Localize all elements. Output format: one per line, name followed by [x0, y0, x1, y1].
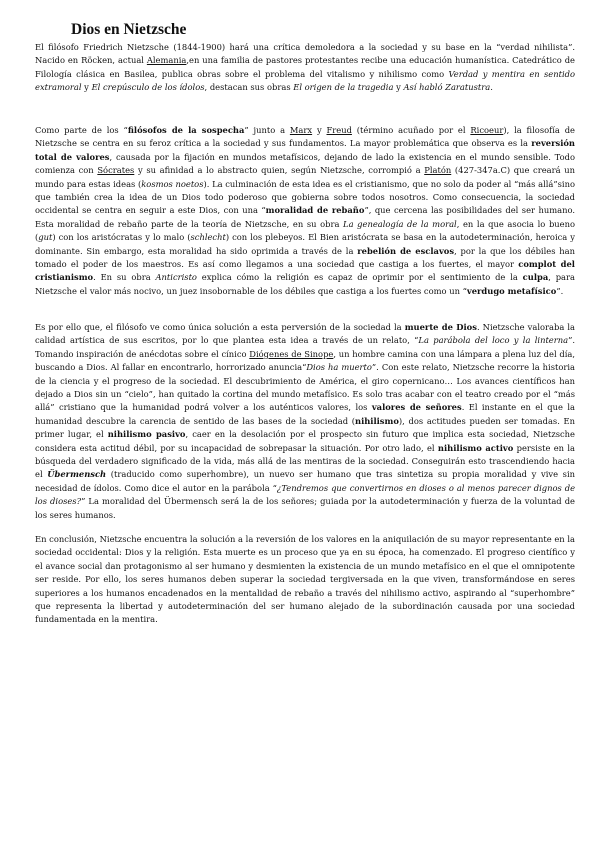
- text-run: . En su obra: [93, 272, 156, 283]
- key-term: nihilismo pasivo: [107, 429, 186, 440]
- text-run: . Nietzsche valoraba la calidad artística de sus escritos, por lo que plantea esta idea a través de un relato, “: [35, 322, 576, 346]
- key-term: moralidad de rebaño: [265, 205, 365, 216]
- text-run: En conclusión, Nietzsche encuentra la solución a la reversión de los valores en la aniquilación de su mayor representante en la sociedad occidental: Dios y la religión. Esta muerte es un proceso que ya en su época, ha comenzado. El progreso científico y el avance social dan protagonismo al ser humano y desmienten la existencia de un mundo metafísico en el que el omnipotente ser reside. Por ello, los seres humanos deben superar la sociedad tergiversada en la que viven, transformándose en seres superiores a los humanos encadenados en la mentalidad de rebaño a través del nihilismo activo, aspirando al “superhombre” que representa la libertad y autodeterminación del ser humano alejado de la subordinación causada por una sociedad fundamentada en la mentira.: [35, 534, 575, 625]
- text-run: ”, que cercena las posibilidades del ser humano. Esta moralidad de rebaño parte de la teoría de Nietzsche, en su obra: [35, 205, 575, 229]
- key-term: complot del cristianismo: [35, 259, 575, 283]
- link-marx[interactable]: Marx: [289, 125, 313, 135]
- text-run: , un hombre camina con una lámpara a plena luz del día, buscando a Dios. Al fallar en encontrarlo, horrorizado anuncia“: [35, 348, 575, 373]
- italic-term: gut: [38, 232, 53, 243]
- link-diogenes[interactable]: Diógenes de Sinope: [249, 348, 334, 359]
- text-run: (término acuñado por el: [351, 125, 471, 135]
- text-run: . El instante en el que la humanidad descubre la carencia de sentido de las bases de la sociedad (: [35, 402, 575, 426]
- link-ricoeur[interactable]: Ricoeur: [470, 125, 504, 135]
- link-platon[interactable]: Platón: [424, 165, 452, 176]
- italic-quote: ¿Tendremos que convertirnos en dioses o al menos parecer dignos de los dioses?: [35, 482, 576, 507]
- text-run: (427-347a.C) que creará un mundo para estas ideas (: [35, 165, 575, 189]
- paragraph-critique: [35, 124, 575, 298]
- text-run: ) con los aristócratas y lo malo (: [52, 232, 191, 243]
- link-socrates[interactable]: Sócrates: [97, 165, 135, 176]
- text-run: persiste en la búsqueda del verdadero significado de la vida, más allá de las mentiras de la sociedad. Conseguirán esto trascendiendo hacia el: [35, 442, 576, 480]
- text-run: , destacan sus obras: [204, 82, 294, 93]
- key-term: culpa: [522, 272, 549, 283]
- text-run: y su afinidad a lo abstracto quien, según Nietzsche, corrompió a: [134, 165, 425, 176]
- text-run: .: [490, 82, 493, 93]
- paragraph-conclusion: [35, 533, 575, 627]
- text-run: y: [393, 82, 404, 93]
- text-run: , en la que asocia lo bueno (: [35, 218, 575, 243]
- italic-quote: Dios ha muerto: [306, 362, 372, 373]
- text-run: , por la que los débiles han tomado el poder de los maestros. Es así como llegamos a una sociedad que castiga a los fuertes, el mayor: [35, 245, 575, 270]
- work-title: Así habló Zaratustra: [403, 82, 491, 93]
- work-title: Verdad y mentira en sentido extramoral: [35, 68, 575, 93]
- text-run: ”. Con este relato, Nietzsche recorre la historia de la ciencia y el progreso de la sociedad. El descubrimiento de América, el giro copernicano… Los avances científicos han dejado a Dios sin un “cielo”, han quitado la cortina del mundo metafísico. Es solo tras acabar con el teatro creado por el “más allá” cristiano que la humanidad podrá volver a los auténticos valores, los: [35, 362, 576, 413]
- paragraph-introduction: [35, 41, 575, 95]
- work-title: La genealogía de la moral: [343, 218, 457, 229]
- text-run: ”.: [556, 285, 564, 296]
- text-run: y: [312, 125, 327, 135]
- link-alemania[interactable]: Alemania: [146, 55, 187, 66]
- link-freud[interactable]: Freud: [326, 125, 352, 135]
- text-run: ) con los plebeyos. El Bien aristócrata se basa en la autodeterminación, heroica y dominante. Sin embargo, esta moralidad ha sido oprimida a través de la: [35, 232, 575, 256]
- text-run: ,en una familia de pastores protestantes recibe una educación humanística. Catedrático de Filología clásica en Basilea, publica obras sobre el problema del vitalismo y nihilismo como: [35, 55, 575, 79]
- key-term: filósofos de la sospecha: [127, 125, 245, 135]
- paragraph-death-of-god: [35, 321, 575, 522]
- text-run: El filósofo Friedrich Nietzsche (1844-1900) hará una crítica demoledora a la sociedad y su base en la “verdad nihilista”. Nacido en Röcken, actual: [35, 42, 575, 66]
- text-run: y: [81, 82, 92, 93]
- text-run: ”. Tomando inspiración de anécdotas sobre el cínico: [35, 335, 575, 359]
- text-run: ), dos actitudes pueden ser tomadas. En primer lugar, el: [35, 415, 575, 440]
- text-run: explica cómo la religión es capaz de oprimir por el sentimiento de la: [196, 272, 523, 283]
- text-run: Como parte de los “: [35, 125, 128, 135]
- text-run: , causada por la fijación en mundos metafísicos, dejando de lado la existencia en el mundo sensible. Todo comienza con: [35, 151, 575, 176]
- work-title: Anticristo: [155, 272, 197, 283]
- italic-term: schlecht: [190, 232, 226, 243]
- key-term: nihilismo: [355, 415, 399, 426]
- key-term: Übermensch: [47, 469, 107, 480]
- text-run: ” La moralidad del Übermensch será la de los señores; guiada por la autodeterminación y fuerza de la voluntad de los seres humanos.: [35, 496, 575, 520]
- text-run: (traducido como superhombre), un nuevo ser humano que tras sintetiza su propia moralidad y vive sin necesidad de ídolos. Como dice el autor en la parábola “: [35, 469, 575, 493]
- text-run: ). La culminación de esta idea es el cristianismo, que no solo da poder al “más allá”sino que también crea la idea de un Dios todo poderoso que gobierna sobre todos nosotros. Como consecuencia, la sociedad occidental se centra en seguir a este Dios, con una “: [35, 178, 575, 216]
- key-term: valores de señores: [371, 402, 462, 413]
- work-title: El origen de la tragedia: [293, 82, 394, 93]
- text-run: , caer en la desolación por el prospecto sin futuro que implica esta sociedad, Nietzsche considera esta actitud débil, por su incapacidad de sobrepasar la situación. Por otro lado, el: [35, 429, 575, 453]
- work-title: El crepúsculo de los ídolos: [91, 82, 205, 93]
- work-title: La parábola del loco y la linterna: [418, 335, 569, 346]
- text-run: ” junto a: [244, 125, 290, 135]
- key-term: muerte de Dios: [404, 322, 477, 332]
- key-term: reversión total de valores: [35, 138, 575, 162]
- italic-term: kosmos noetos: [141, 178, 204, 189]
- page-title: Dios en Nietzsche: [71, 21, 187, 38]
- text-run: , para Nietzsche el valor más nocivo, un juez insobornable de los débiles que castiga a los fuertes como un “: [35, 272, 575, 296]
- text-run: ), la filosofía de Nietzsche se centra en su feroz crítica a la sociedad y sus fundamentos. La mayor problemática que observa es la: [35, 125, 575, 149]
- text-run: Es por ello que, el filósofo ve como única solución a esta perversión de la sociedad la: [35, 322, 405, 332]
- key-term: verdugo metafísico: [466, 285, 557, 296]
- key-term: rebelión de esclavos: [357, 245, 455, 256]
- key-term: nihilismo activo: [437, 442, 514, 453]
